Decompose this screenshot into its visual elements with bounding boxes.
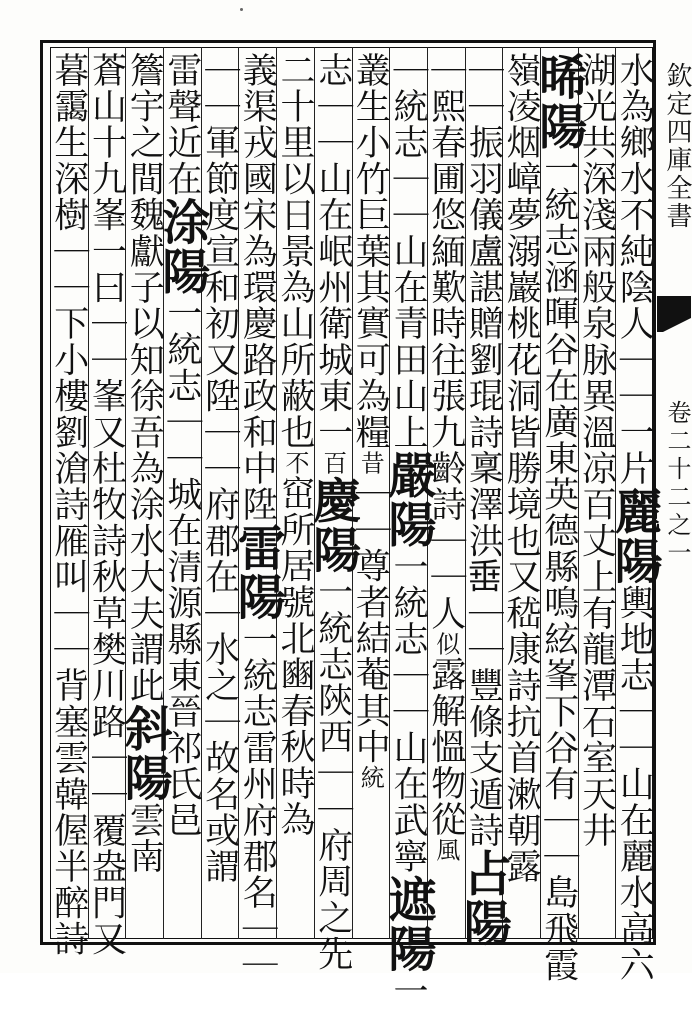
text-segment: 叢生小竹巨葉其實可為糧 xyxy=(350,52,391,451)
place-name-heading: 麗陽 xyxy=(606,486,663,585)
text-segment: 風 xyxy=(431,837,460,863)
text-column xyxy=(229,52,286,984)
text-segment: 嶺凌烟嶂夢溺巖桃花洞皆勝境也又嵇康詩抗首漱朝露 xyxy=(501,52,542,885)
text-segment: 一 xyxy=(388,972,428,1009)
text-column xyxy=(530,52,587,984)
text-segment: 統 xyxy=(356,765,385,791)
text-column xyxy=(85,52,129,957)
text-segment: ｜熙春圃悠緬歎時往張九齡詩｜｜人 xyxy=(425,52,466,632)
text-segment: 簷宇之間魏獻子以知徐吾為涂水大夫謂此 xyxy=(124,52,165,704)
place-name-heading: 斜陽 xyxy=(116,703,173,803)
text-segment: 似 xyxy=(431,631,460,657)
text-segment: 志｜｜山在岷州衛城東一 xyxy=(312,52,353,451)
place-name-heading: 雷陽 xyxy=(229,522,286,622)
text-segment: 窋所居號北豳春秋時為 xyxy=(275,475,315,838)
text-segment: 義渠戎國宋為環慶路政和中陞 xyxy=(237,52,278,523)
place-name-heading: 嚴陽 xyxy=(380,450,436,549)
text-segment: 雷聲近在 xyxy=(161,52,202,197)
place-name-heading: 晞陽 xyxy=(530,52,587,151)
juan-number: 卷二十二之一 xyxy=(663,400,691,568)
place-name-heading: 占陽 xyxy=(455,848,512,947)
text-column xyxy=(348,52,392,790)
text-column xyxy=(380,52,436,1009)
text-segment: 一統志｜｜山在武寧 xyxy=(388,548,428,875)
ink-speck xyxy=(240,8,243,11)
text-segment: ｜｜軍節度宣和初又陞｜｜府郡在｜水之｜故名或謂 xyxy=(199,52,240,885)
fishtail-mark-icon xyxy=(657,296,691,336)
text-segment: 一統志｜｜城在清源縣東晉祁氏邑 xyxy=(161,295,202,839)
text-column xyxy=(47,52,91,957)
text-column xyxy=(455,52,512,947)
text-segment: 湖光共深淺兩般泉脉異溫凉百丈上有龍潭石室天井 xyxy=(576,52,617,849)
place-name-heading: 涂陽 xyxy=(153,196,210,296)
text-column xyxy=(304,52,361,973)
text-segment: 水為鄉水不純陰人｜｜一片 xyxy=(614,52,655,487)
margin-title: 欽定四庫全書 xyxy=(662,62,692,230)
text-segment: 一統志陝西｜｜府周之先 xyxy=(312,573,353,973)
text-column xyxy=(198,52,242,885)
text-segment: 暮靄生深樹｜｜下小樓劉滄詩雁叫｜｜背塞雲韓偓半醉詩 xyxy=(48,52,89,957)
text-column xyxy=(606,52,663,984)
text-segment: 一統志雷州府郡名｜｜ xyxy=(237,621,278,984)
text-segment: 不 xyxy=(281,450,309,476)
text-segment: ｜｜尊者結菴其中 xyxy=(350,475,391,766)
text-column xyxy=(499,52,543,885)
text-segment: ｜統志｜｜山在青田山上 xyxy=(388,52,428,451)
text-segment: ｜｜振羽儀盧諶贈劉琨詩稟澤洪𡸁｜｜豐條支遁詩 xyxy=(463,52,504,849)
text-column xyxy=(273,52,317,837)
text-segment: 一統志涵暉谷在廣東英德縣鳴絃峯下谷有｜｜島飛霞 xyxy=(538,150,579,984)
text-column xyxy=(116,52,173,875)
text-segment: 雲南 xyxy=(124,802,165,875)
text-segment: 昔 xyxy=(356,450,385,476)
text-segment: 輿地志｜｜山在麗水高六 xyxy=(614,584,655,984)
text-segment: 二十里以日景為山所蔽也 xyxy=(275,52,315,451)
text-segment: 百 xyxy=(318,450,347,476)
text-segment: 露解慍物從 xyxy=(425,656,466,838)
place-name-heading: 遮陽 xyxy=(380,874,436,973)
text-segment: 蒼山十九峯一曰｜｜峯又杜牧詩秋草樊川路｜｜覆盎門又 xyxy=(86,52,127,957)
text-column xyxy=(575,52,619,848)
place-name-heading: 慶陽 xyxy=(304,475,361,574)
